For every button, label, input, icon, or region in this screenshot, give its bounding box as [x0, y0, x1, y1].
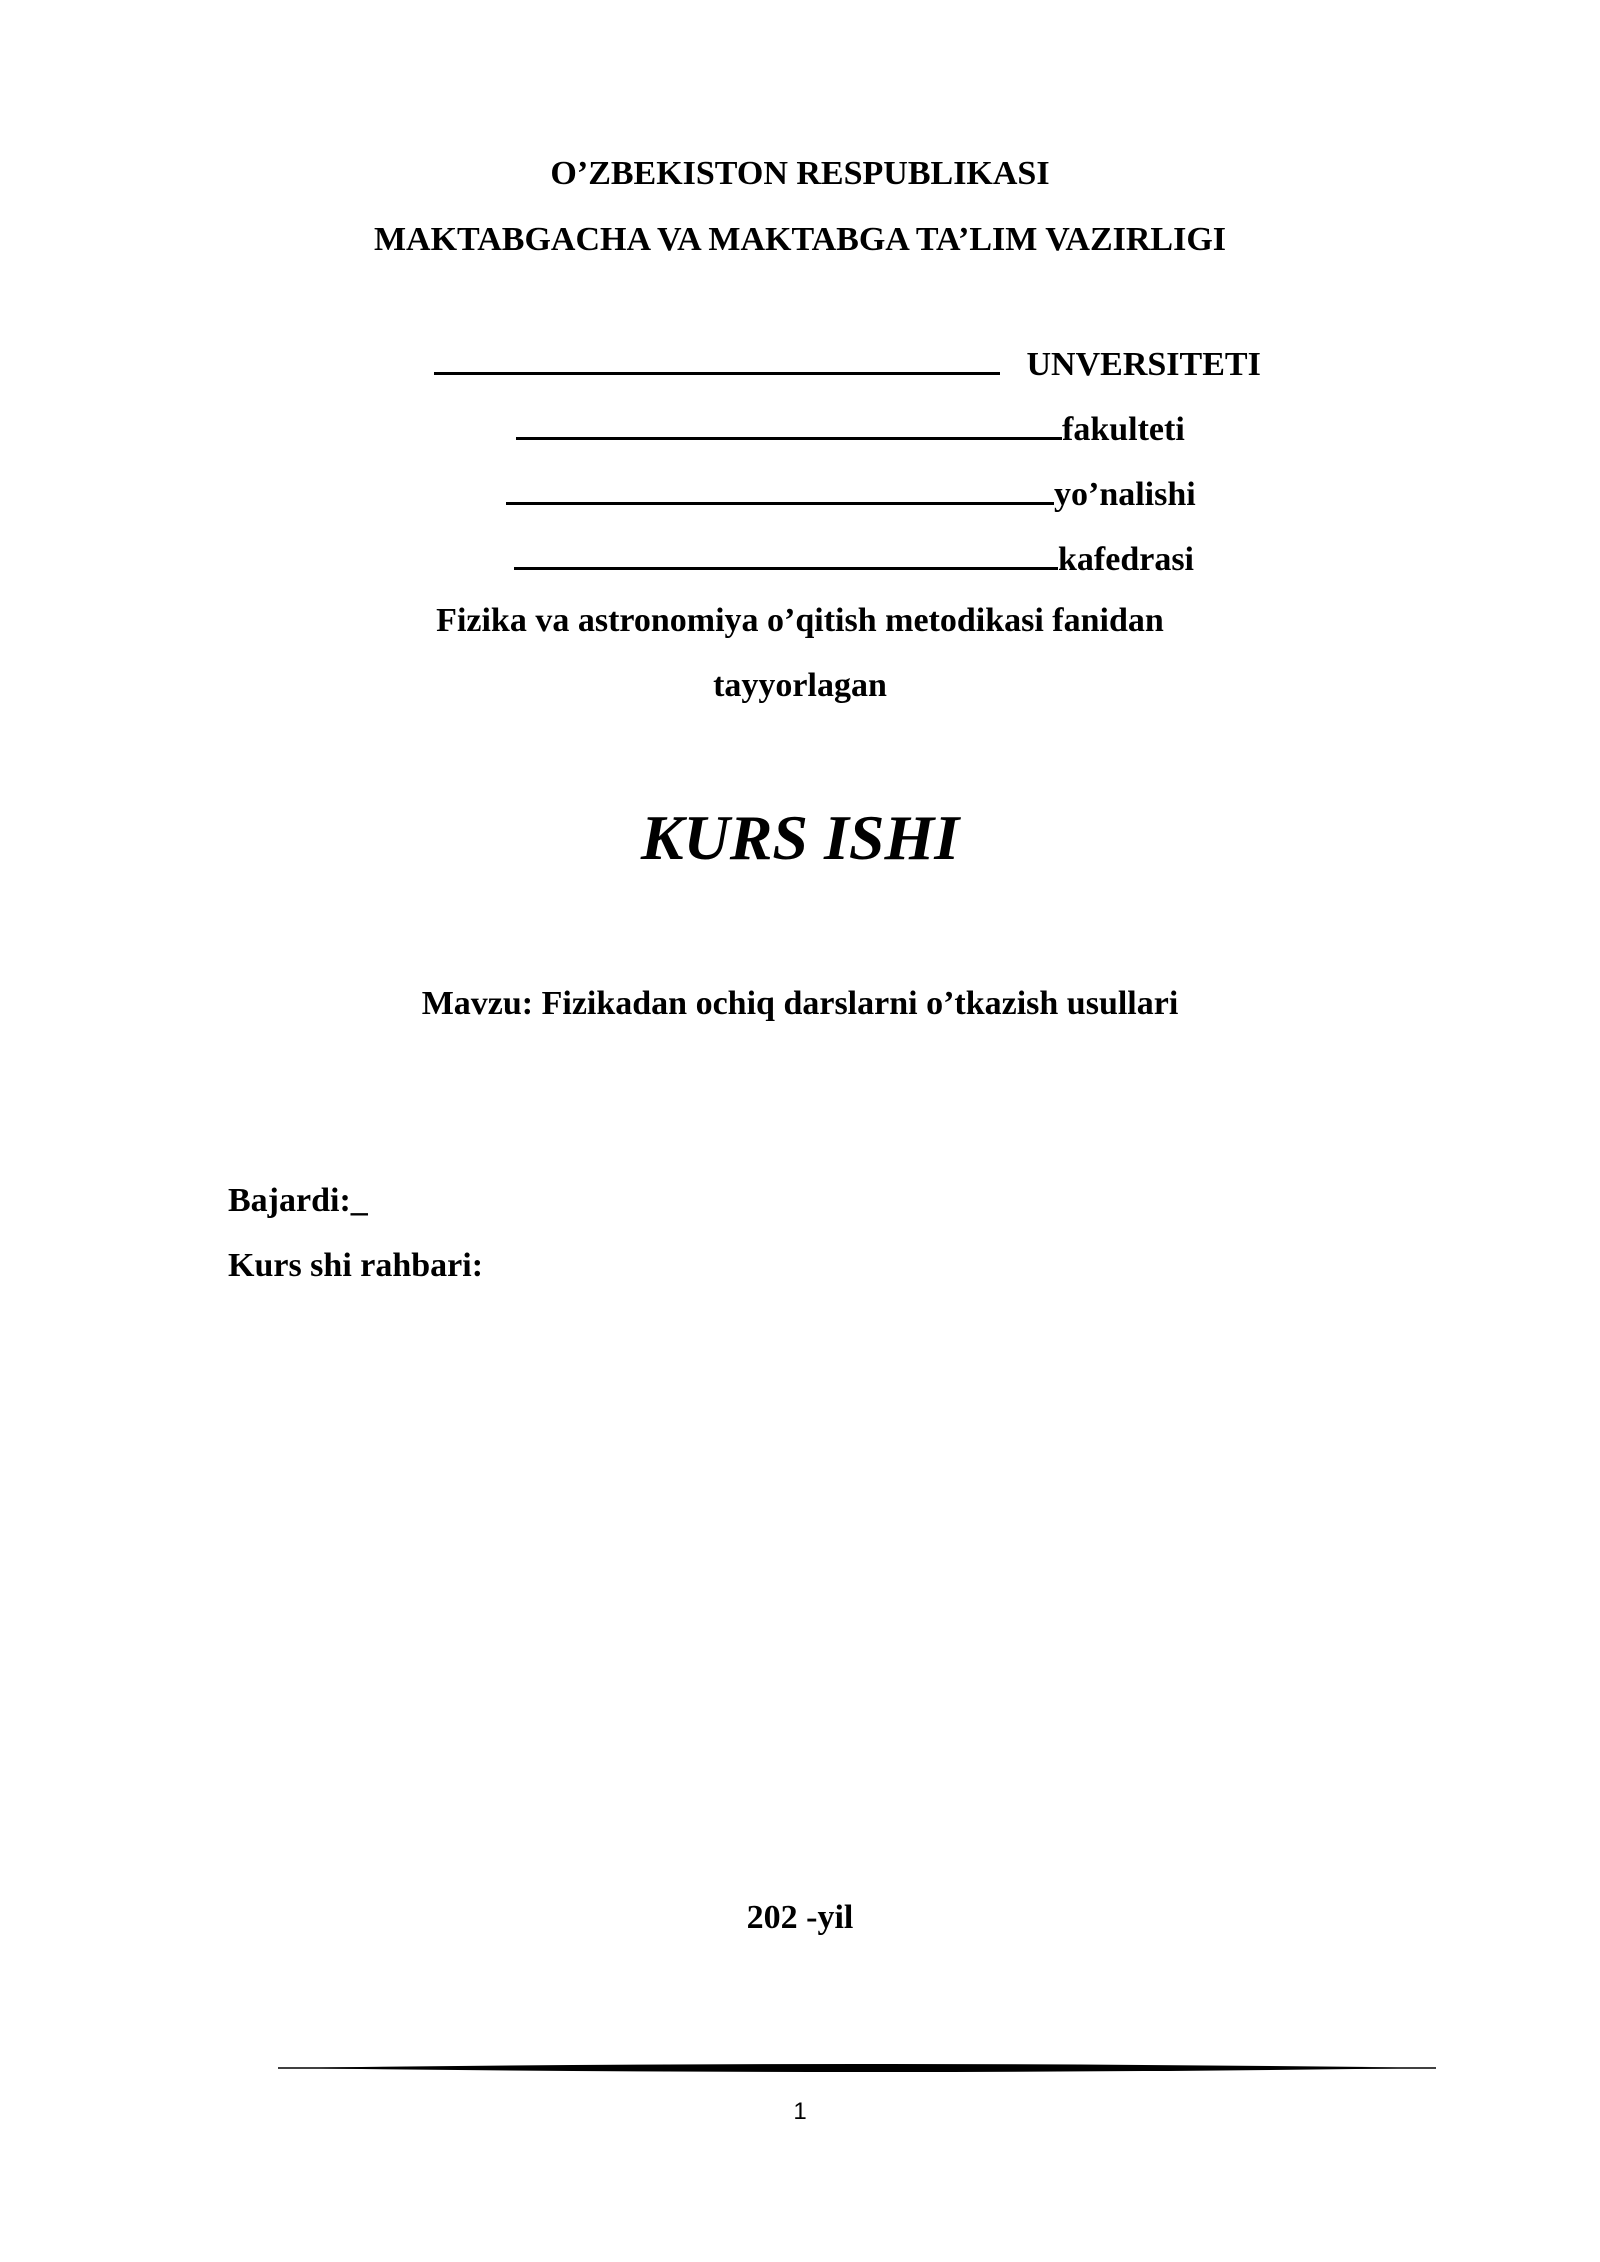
subject-line-2: tayyorlagan [713, 667, 887, 704]
university-blank [434, 342, 1000, 375]
page-number: 1 [793, 2098, 807, 2125]
department-row [514, 537, 1194, 580]
direction-label: yo’nalishi [1054, 476, 1196, 513]
header-line-2: MAKTABGACHA VA MAKTABGA TA’LIM VAZIRLIGI [373, 221, 1227, 258]
supervisor-label: Kurs shi rahbari: [228, 1247, 484, 1284]
faculty-row [516, 407, 1185, 450]
department-label: kafedrasi [1058, 541, 1194, 578]
subject-line-1: Fizika va astronomiya o’qitish metodikasi fanidan [436, 602, 1164, 639]
department-blank [514, 537, 1058, 570]
direction-row [506, 472, 1196, 515]
performed-by-label: Bajardi:_ [228, 1182, 368, 1219]
header-line-1: O’ZBEKISTON RESPUBLIKASI [550, 155, 1050, 192]
year-line: 202 -yil [746, 1899, 854, 1936]
topic-line: Mavzu: Fizikadan ochiq darslarni o’tkazish usullari [421, 985, 1179, 1022]
footer-divider [278, 2062, 1436, 2074]
faculty-label: fakulteti [1062, 411, 1185, 448]
faculty-blank [516, 407, 1062, 440]
university-label: UNVERSITETI [1026, 346, 1261, 383]
university-row [434, 342, 1261, 385]
document-title: KURS ISHI [640, 802, 960, 873]
direction-blank [506, 472, 1054, 505]
